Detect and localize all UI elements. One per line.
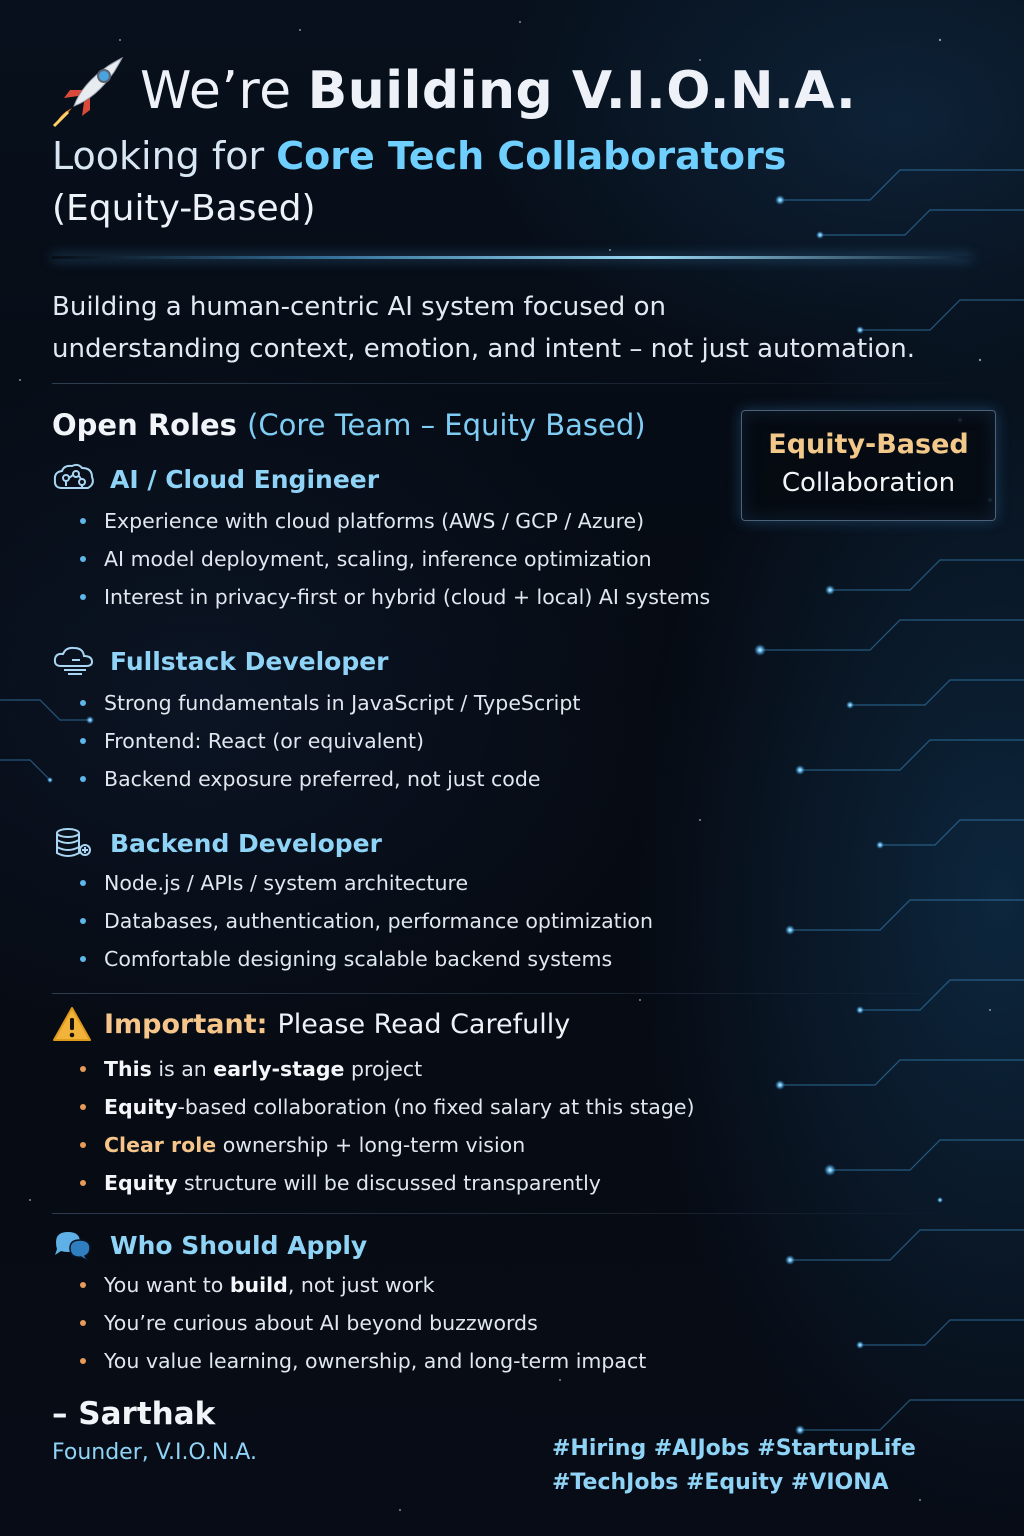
signature-role: Founder, V.I.O.N.A.	[52, 1440, 257, 1465]
open-roles-heading	[52, 408, 646, 442]
signature-name: – Sarthak	[52, 1396, 216, 1432]
important-bullets	[78, 1050, 758, 1202]
section-divider	[52, 1213, 972, 1214]
who-should-apply-heading	[52, 1228, 367, 1262]
list-item: AI model deployment, scaling, inference optimization	[78, 540, 758, 578]
list-item: You’re curious about AI beyond buzzwords	[78, 1304, 758, 1342]
warning-icon	[52, 1006, 92, 1042]
who-bullets	[78, 1266, 758, 1380]
hashtags-line-1: #Hiring #AIJobs #StartupLife	[552, 1436, 916, 1461]
open-roles-title: Open Roles	[52, 408, 237, 442]
list-item: This is an early-stage project	[78, 1050, 758, 1088]
title-prefix: We’re	[140, 61, 292, 121]
intro-text	[52, 286, 992, 370]
list-item: Experience with cloud platforms (AWS / GCP / Azure)	[78, 502, 758, 540]
brain-circuit-icon	[52, 462, 96, 496]
cloud-icon	[52, 644, 96, 678]
role-title-label: AI / Cloud Engineer	[110, 464, 380, 494]
role-title-label: Fullstack Developer	[110, 646, 389, 676]
important-text: Please Read Carefully	[277, 1008, 571, 1040]
subtitle-prefix: Looking for	[52, 134, 265, 178]
important-heading	[52, 1006, 570, 1042]
badge-line-2: Collaboration	[781, 468, 956, 498]
role-bullets-backend	[78, 864, 758, 978]
list-item: Equity-based collaboration (no fixed salary at this stage)	[78, 1088, 758, 1126]
intro-line-2: understanding context, emotion, and intent – not just automation.	[52, 334, 916, 364]
title-main: Building V.I.O.N.A.	[307, 61, 857, 121]
role-title-fullstack	[52, 644, 389, 678]
hashtags	[552, 1432, 982, 1500]
list-item: Interest in privacy-first or hybrid (cloud + local) AI systems	[78, 578, 758, 616]
subtitle-highlight: Core Tech Collaborators	[276, 134, 787, 178]
equity-badge	[741, 410, 996, 521]
role-title-label: Backend Developer	[110, 828, 382, 858]
page-title	[52, 54, 982, 128]
important-label: Important:	[104, 1008, 268, 1040]
list-item: Databases, authentication, performance optimization	[78, 902, 758, 940]
header-divider	[52, 256, 972, 259]
list-item: Equity structure will be discussed transparently	[78, 1164, 758, 1202]
intro-line-1: Building a human-centric AI system focused on	[52, 292, 666, 322]
role-title-ai-cloud	[52, 462, 379, 496]
list-item: Node.js / APIs / system architecture	[78, 864, 758, 902]
role-bullets-fullstack	[78, 684, 758, 798]
section-divider	[52, 383, 972, 384]
list-item: Clear role ownership + long-term vision	[78, 1126, 758, 1164]
list-item: You value learning, ownership, and long-term impact	[78, 1342, 758, 1380]
list-item: You want to build, not just work	[78, 1266, 758, 1304]
subtitle-suffix: (Equity-Based)	[52, 188, 316, 229]
role-title-backend	[52, 826, 382, 860]
section-divider	[52, 993, 972, 994]
badge-line-1: Equity-Based	[768, 429, 969, 460]
list-item: Frontend: React (or equivalent)	[78, 722, 758, 760]
who-title: Who Should Apply	[110, 1230, 368, 1260]
hashtags-line-2: #TechJobs #Equity #VIONA	[552, 1470, 889, 1495]
database-icon	[52, 826, 96, 860]
list-item: Comfortable designing scalable backend systems	[78, 940, 758, 978]
role-bullets-ai-cloud	[78, 502, 758, 616]
open-roles-subtitle: (Core Team – Equity Based)	[247, 408, 646, 442]
chat-bubbles-icon	[52, 1228, 96, 1262]
list-item: Strong fundamentals in JavaScript / TypeScript	[78, 684, 758, 722]
rocket-icon	[52, 54, 126, 128]
page-subtitle	[52, 134, 982, 178]
list-item: Backend exposure preferred, not just code	[78, 760, 758, 798]
